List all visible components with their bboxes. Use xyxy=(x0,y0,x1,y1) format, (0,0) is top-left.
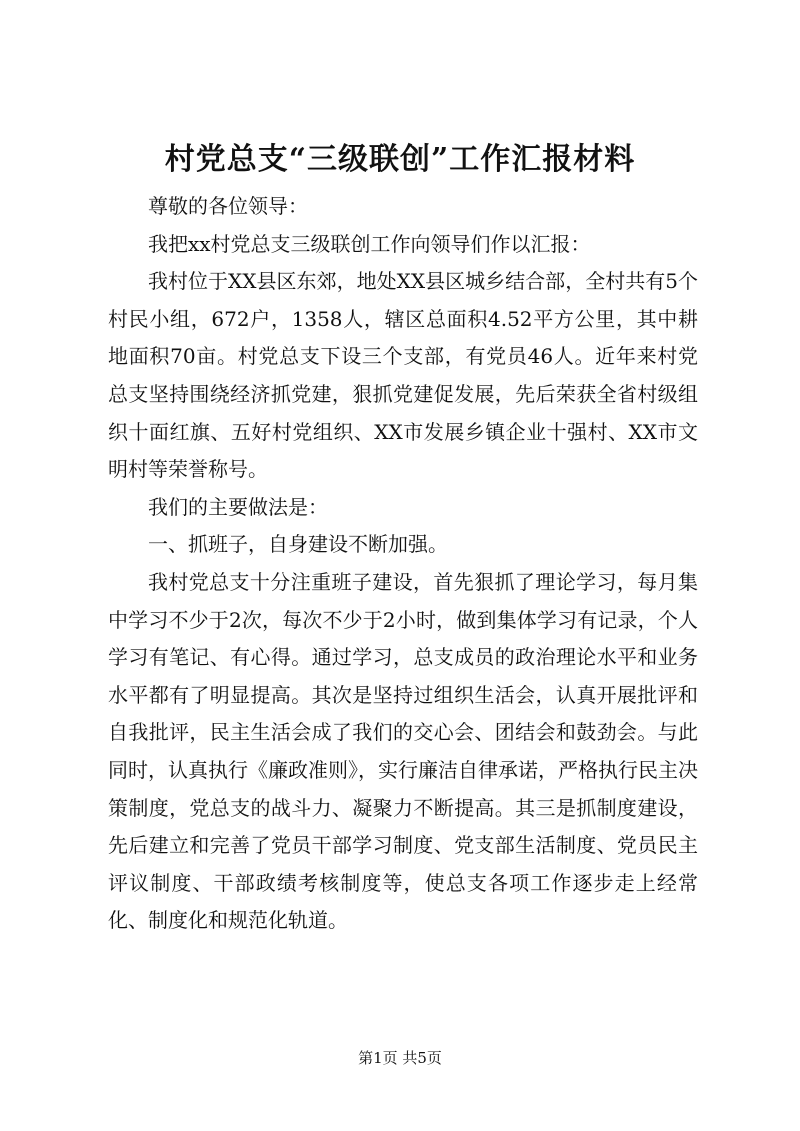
paragraph-intro: 我把xx村党总支三级联创工作向领导们作以汇报： xyxy=(148,231,591,256)
section-heading-1: 一、抓班子，自身建设不断加强。 xyxy=(148,532,448,557)
paragraph-main-methods: 我们的主要做法是： xyxy=(148,494,328,519)
page-footer: 第1页 共5页 xyxy=(358,1049,442,1067)
paragraph-village-overview: 我村位于XX县区东郊，地处XX县区城乡结合部，全村共有5个村民小组，672户，1358人，辖区总面积4.52平方公里，其中耕地面积70亩。村党总支下设三个支部，有党员46人。近年来村党总支坚持围绕经济抓党建，狠抓党建促发展，先后荣获全省村级组织十面红旗、五好村党组织、XX市发展乡镇企业十强村、XX市文明村等荣誉称号。 xyxy=(108,269,698,482)
document-body xyxy=(108,188,698,940)
paragraph-greeting: 尊敬的各位领导： xyxy=(148,194,308,218)
paragraph-team-building: 我村党总支十分注重班子建设，首先狠抓了理论学习，每月集中学习不少于2次，每次不少于2小时，做到集体学习有记录，个人学习有笔记、有心得。通过学习，总支成员的政治理论水平和业务水平都有了明显提高。其次是坚持过组织生活会，认真开展批评和自我批评，民主生活会成了我们的交心会、团结会和鼓劲会。与此同时，认真执行《廉政准则》，实行廉洁自律承诺，严格执行民主决策制度，党总支的战斗力、凝聚力不断提高。其三是抓制度建设，先后建立和完善了党员干部学习制度、党支部生活制度、党员民主评议制度、干部政绩考核制度等，使总支各项工作逐步走上经常化、制度化和规范化轨道。 xyxy=(108,569,698,933)
document-title: 村党总支“三级联创”工作汇报材料 xyxy=(164,142,636,177)
